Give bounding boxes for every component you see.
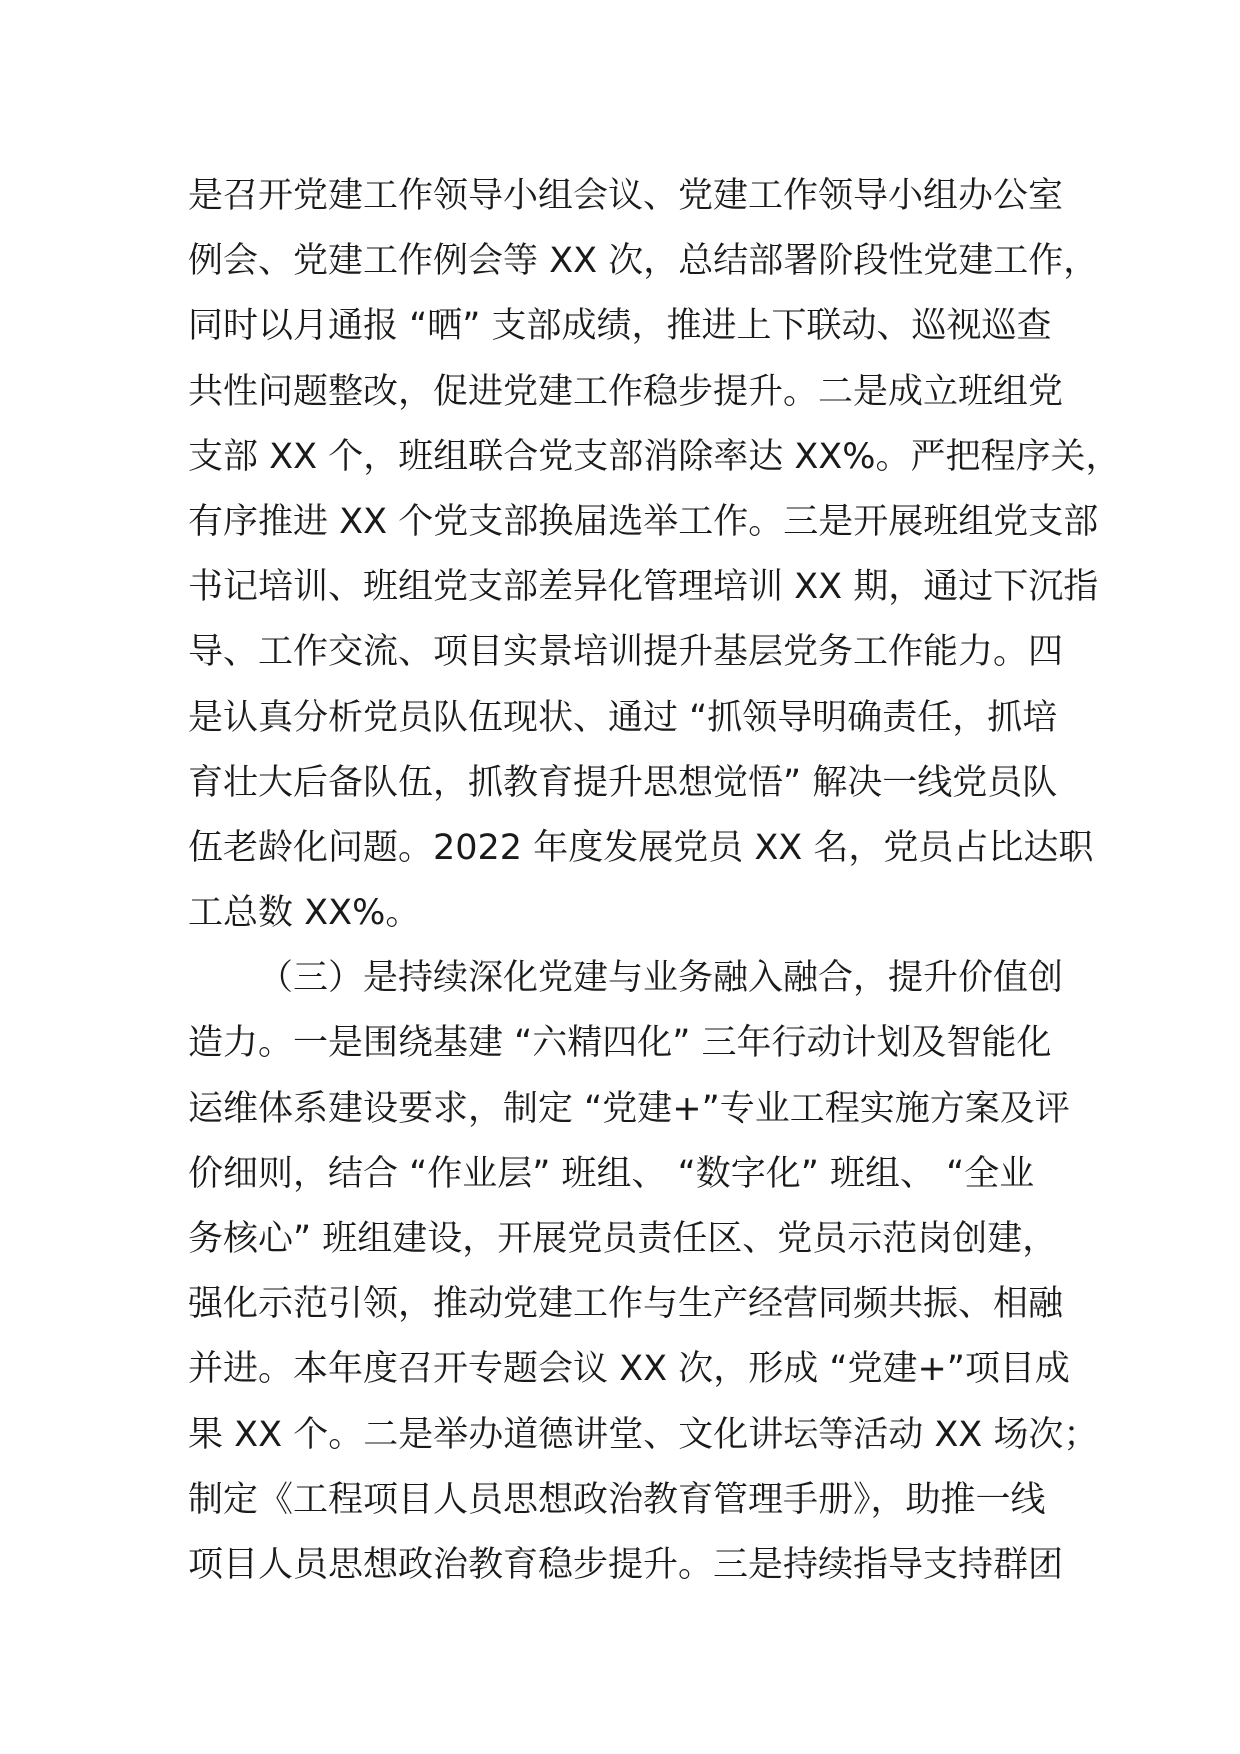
body-text bbox=[188, 164, 1121, 1598]
text-line: 有序推进 XX 个党支部换届选举工作。三是开展班组党支部 bbox=[188, 501, 1099, 542]
text-line: 伍老龄化问题。2022 年度发展党员 XX 名，党员占比达职 bbox=[188, 827, 1094, 868]
text-line: 是召开党建工作领导小组会议、党建工作领导小组办公室 bbox=[188, 176, 1064, 216]
text-line: 共性问题整改，促进党建工作稳步提升。二是成立班组党 bbox=[188, 371, 1064, 412]
text-line: 支部 XX 个，班组联合党支部消除率达 XX%。严把程序关， bbox=[188, 436, 1121, 477]
text-line: 制定《工程项目人员思想政治教育管理手册》，助推一线 bbox=[188, 1479, 1046, 1520]
text-line: 并进。本年度召开专题会议 XX 次，形成 “党建+”项目成 bbox=[188, 1349, 1070, 1390]
text-line: 价细则，结合 “作业层” 班组、 “数字化” 班组、 “全业 bbox=[188, 1153, 1035, 1194]
text-line: 书记培训、班组党支部差异化管理培训 XX 期，通过下沉指 bbox=[188, 567, 1099, 608]
text-line: 工总数 XX%。 bbox=[188, 893, 421, 934]
text-line: 项目人员思想政治教育稳步提升。三是持续指导支持群团 bbox=[188, 1544, 1064, 1585]
text-line: 同时以月通报 “晒” 支部成绩，推进上下联动、巡视巡查 bbox=[188, 306, 1052, 347]
text-line: 导、工作交流、项目实景培训提升基层党务工作能力。四 bbox=[188, 632, 1064, 673]
text-line: 造力。一是围绕基建 “六精四化” 三年行动计划及智能化 bbox=[188, 1023, 1052, 1064]
text-line: 务核心” 班组建设，开展党员责任区、党员示范岗创建， bbox=[188, 1219, 1058, 1259]
text-line: 运维体系建设要求，制定 “党建+”专业工程实施方案及评 bbox=[188, 1088, 1070, 1129]
section-heading-line: （三）是持续深化党建与业务融入融合，提升价值创 bbox=[258, 958, 1064, 999]
text-line: 例会、党建工作例会等 XX 次，总结部署阶段性党建工作， bbox=[188, 241, 1099, 282]
text-line: 强化示范引领，推动党建工作与生产经营同频共振、相融 bbox=[188, 1284, 1064, 1325]
text-line: 是认真分析党员队伍现状、通过 “抓领导明确责任，抓培 bbox=[188, 697, 1058, 738]
text-line: 果 XX 个。二是举办道德讲堂、文化讲坛等活动 XX 场次； bbox=[188, 1414, 1099, 1455]
text-line: 育壮大后备队伍，抓教育提升思想觉悟” 解决一线党员队 bbox=[188, 762, 1058, 803]
